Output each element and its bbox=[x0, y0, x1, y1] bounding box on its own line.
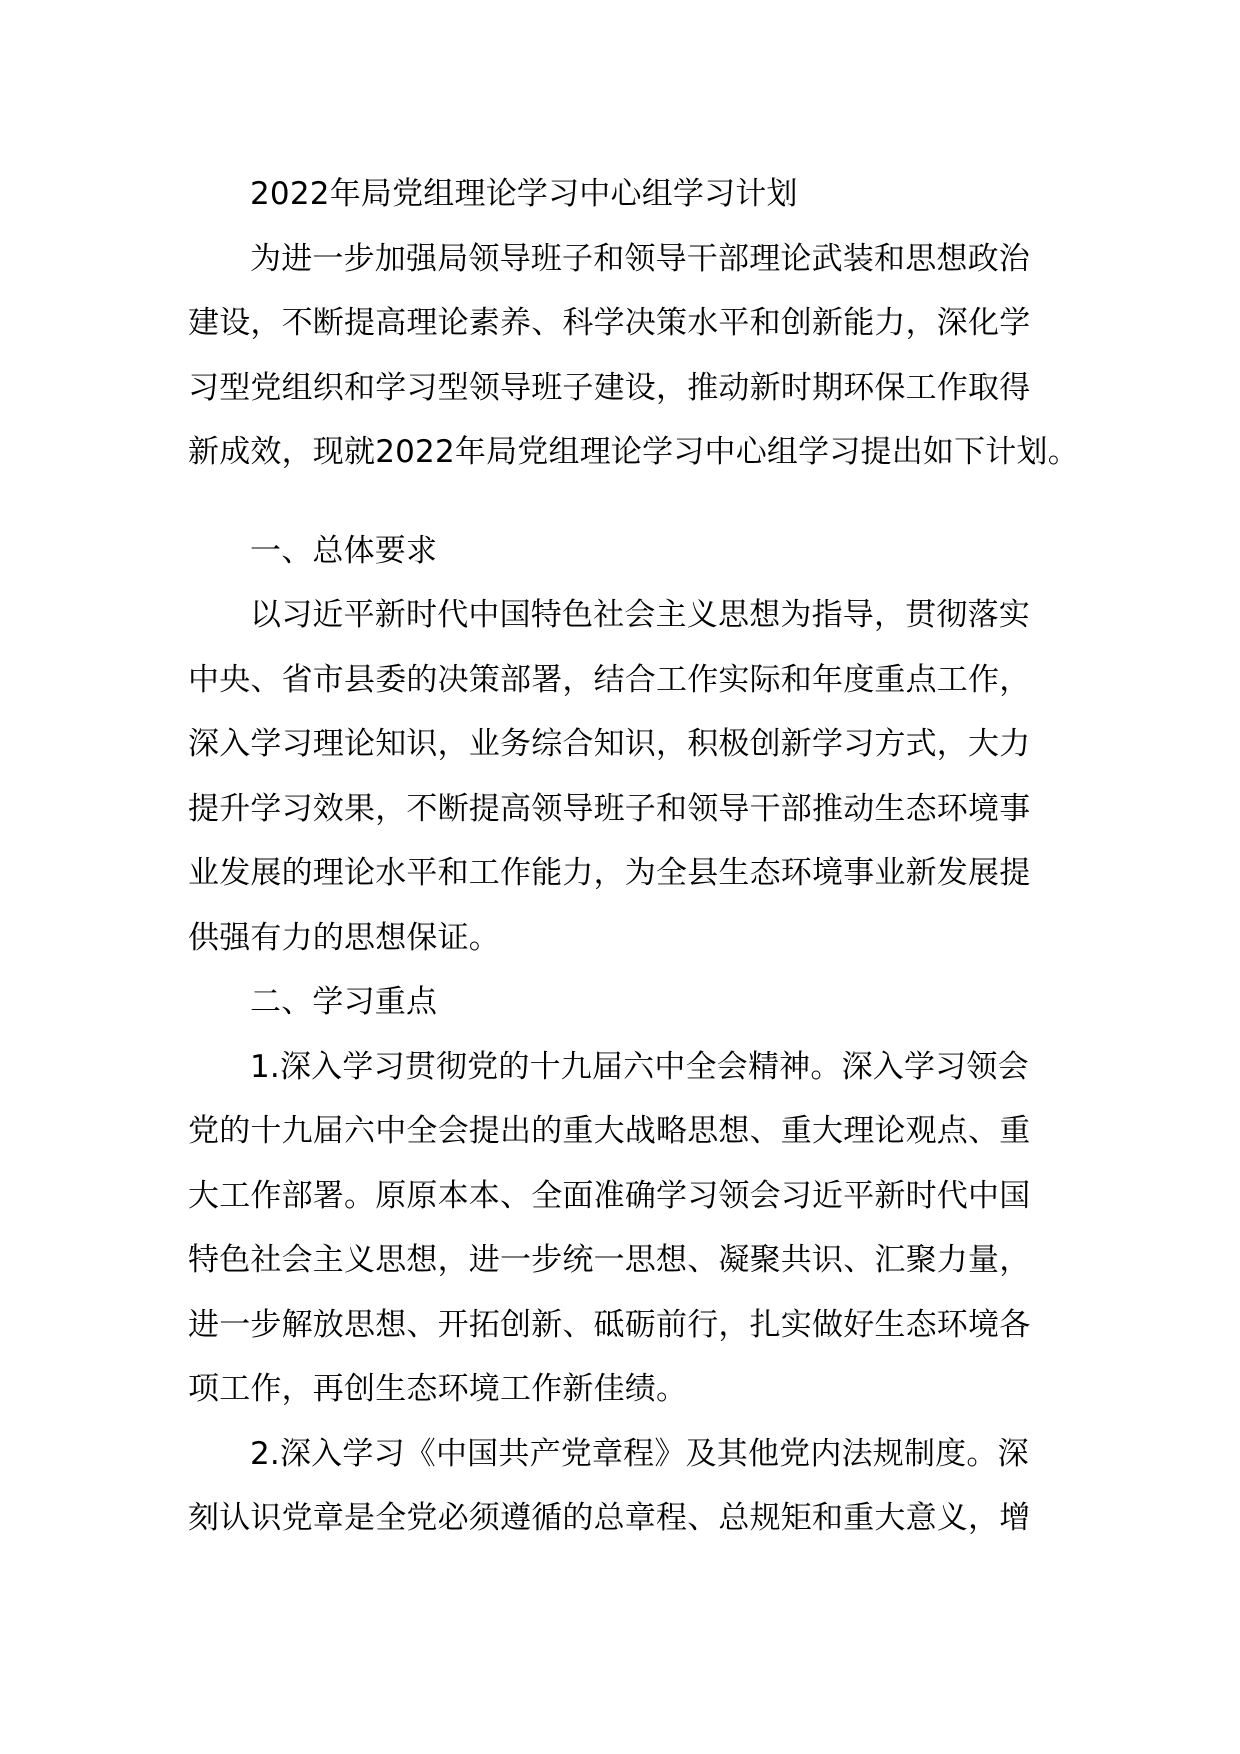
section1-line: 供强有力的思想保证。 bbox=[188, 919, 500, 956]
item1-line: 进一步解放思想、开拓创新、砥砺前行，扎实做好生态环境各 bbox=[188, 1306, 1031, 1343]
intro-line: 建设，不断提高理论素养、科学决策水平和创新能力，深化学 bbox=[188, 305, 1031, 341]
item1-line: 党的十九届六中全会提出的重大战略思想、重大理论观点、重 bbox=[188, 1113, 1031, 1149]
section1-line: 中央、省市县委的决策部署，结合工作实际和年度重点工作， bbox=[188, 661, 1031, 698]
item1-line: 1.深入学习贯彻党的十九届六中全会精神。深入学习领会 bbox=[250, 1048, 1029, 1085]
section1-line: 业发展的理论水平和工作能力，为全县生态环境事业新发展提 bbox=[188, 855, 1031, 891]
item1-line: 大工作部署。原原本本、全面准确学习领会习近平新时代中国 bbox=[188, 1177, 1031, 1214]
document-body bbox=[188, 162, 1079, 1551]
paragraph-gap bbox=[188, 485, 1058, 519]
section-heading-study-focus: 二、学习重点 bbox=[250, 984, 438, 1020]
intro-line: 新成效，现就2022年局党组理论学习中心组学习提出如下计划。 bbox=[188, 434, 1079, 470]
section1-line: 深入学习理论知识，业务综合知识，积极创新学习方式，大力 bbox=[188, 726, 1031, 762]
section1-line: 提升学习效果，不断提高领导班子和领导干部推动生态环境事 bbox=[188, 790, 1031, 827]
item1-line: 项工作，再创生态环境工作新佳绩。 bbox=[188, 1371, 688, 1407]
intro-line: 习型党组织和学习型领导班子建设，推动新时期环保工作取得 bbox=[188, 369, 1031, 406]
section1-line: 以习近平新时代中国特色社会主义思想为指导，贯彻落实 bbox=[250, 597, 1030, 633]
item2-line: 刻认识党章是全党必须遵循的总章程、总规矩和重大意义，增 bbox=[188, 1500, 1031, 1536]
document-title: 2022年局党组理论学习中心组学习计划 bbox=[250, 176, 798, 212]
intro-line: 为进一步加强局领导班子和领导干部理论武装和思想政治 bbox=[250, 240, 1030, 277]
item2-line: 2.深入学习《中国共产党章程》及其他党内法规制度。深 bbox=[250, 1435, 1029, 1472]
section-heading-overall-requirements: 一、总体要求 bbox=[250, 532, 438, 569]
item1-line: 特色社会主义思想，进一步统一思想、凝聚共识、汇聚力量， bbox=[188, 1242, 1031, 1278]
